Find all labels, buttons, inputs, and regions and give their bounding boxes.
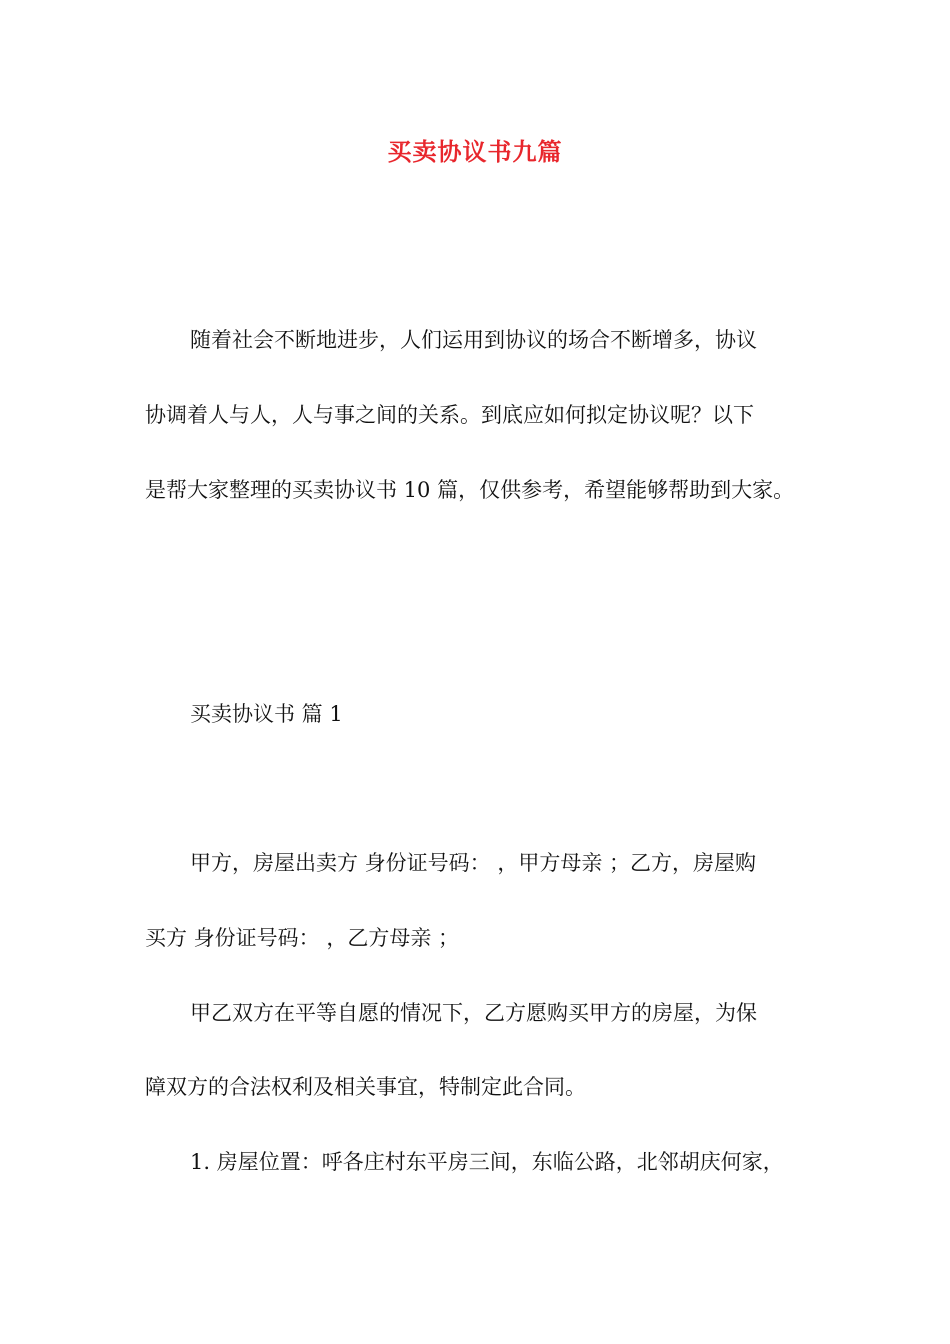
paragraph2-line-2: 障双方的合法权利及相关事宜，特制定此合同。 (145, 1075, 586, 1099)
intro-line-1: 随着社会不断地进步，人们运用到协议的场合不断增多，协议 (190, 328, 757, 352)
section-heading: 买卖协议书 篇 1 (190, 702, 343, 726)
item1-line: 1. 房屋位置：呼各庄村东平房三间，东临公路，北邻胡庆何家， (190, 1150, 784, 1174)
paragraph1-line-2: 买方 身份证号码： ，乙方母亲 ； (145, 926, 460, 950)
intro-line-3: 是帮大家整理的买卖协议书 10 篇，仅供参考，希望能够帮助到大家。 (145, 478, 795, 502)
intro-line-2: 协调着人与人，人与事之间的关系。到底应如何拟定协议呢？以下 (145, 403, 754, 427)
paragraph2-line-1: 甲乙双方在平等自愿的情况下，乙方愿购买甲方的房屋，为保 (190, 1001, 757, 1025)
document-title: 买卖协议书九篇 (387, 137, 563, 166)
paragraph1-line-1: 甲方，房屋出卖方 身份证号码： ，甲方母亲 ；乙方，房屋购 (190, 851, 757, 875)
